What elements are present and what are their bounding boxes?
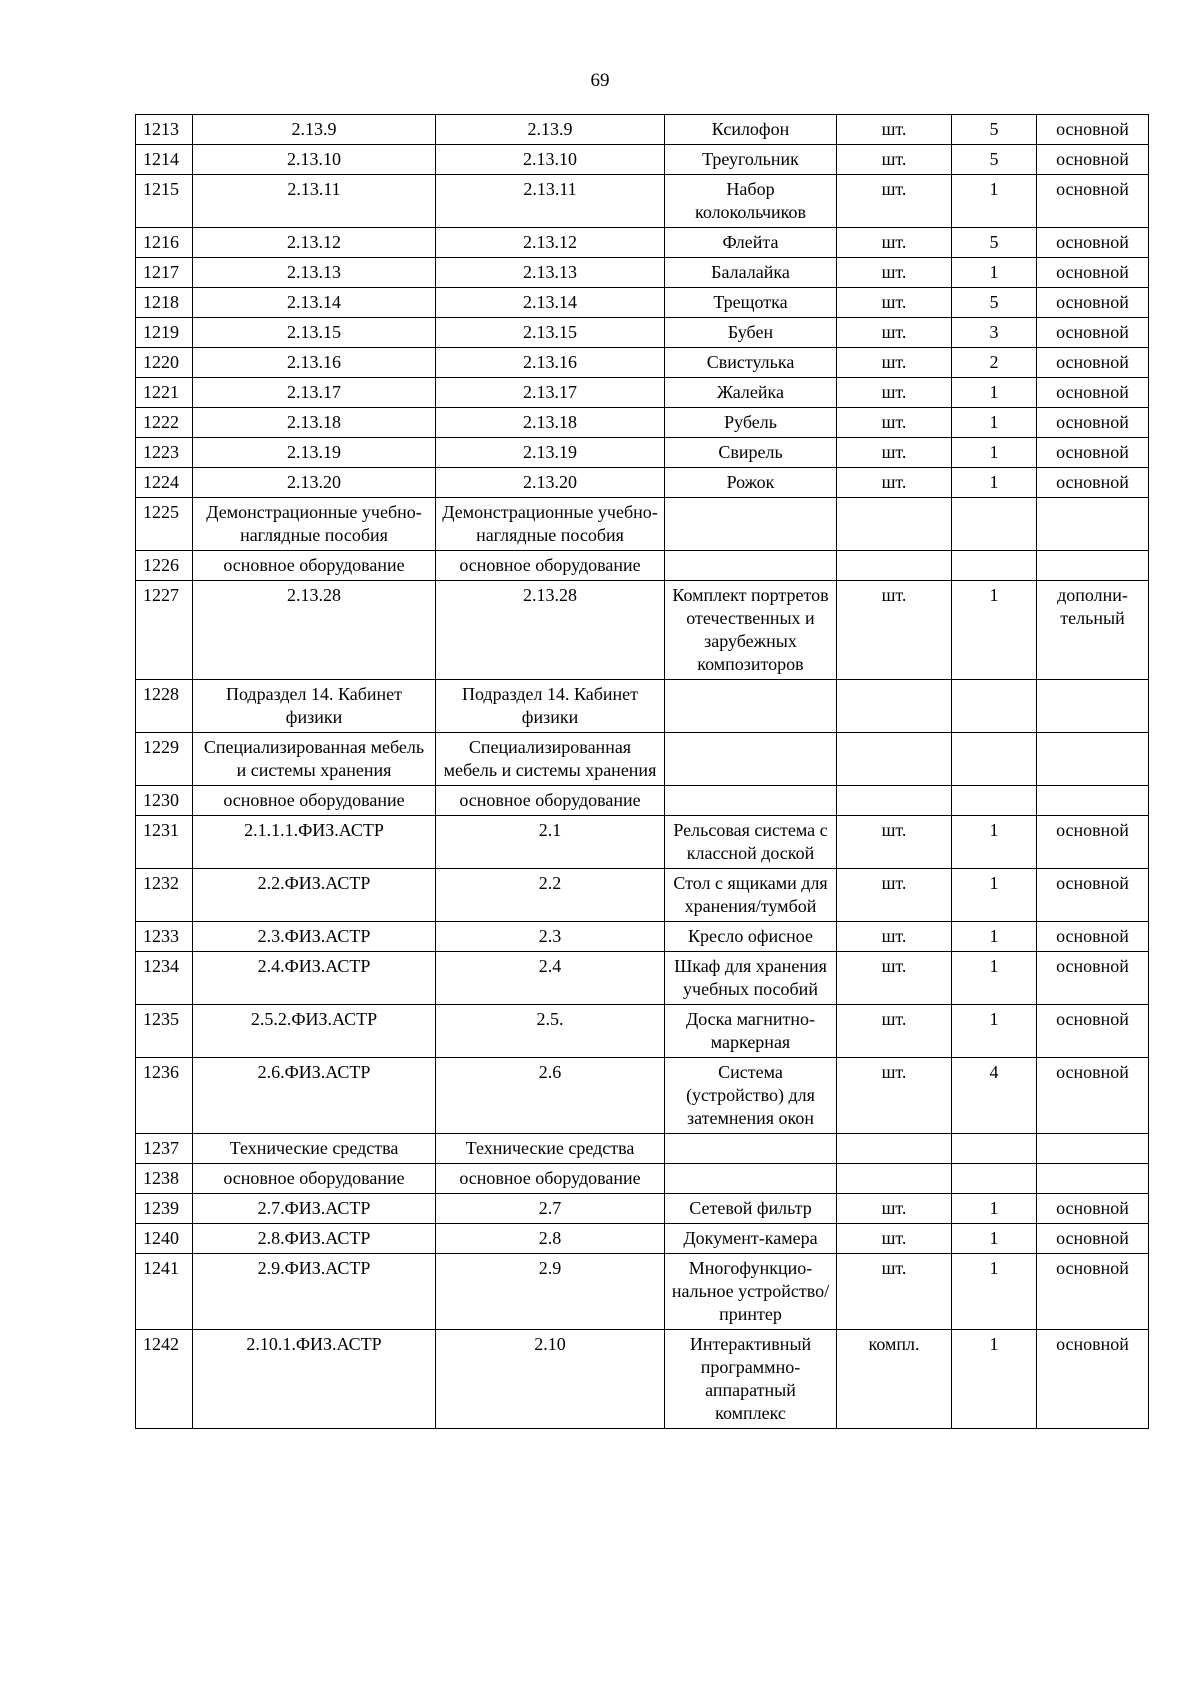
- ref-code-cell: 2.13.13: [436, 258, 665, 288]
- item-name-cell: Рельсовая система с классной доской: [665, 816, 837, 869]
- ref-code-cell: 2.13.14: [436, 288, 665, 318]
- unit-cell: шт.: [837, 175, 952, 228]
- row-number-cell: 1232: [136, 869, 193, 922]
- table-row: [136, 786, 1149, 816]
- item-name-cell: Балалайка: [665, 258, 837, 288]
- code-cell: 2.13.11: [193, 175, 436, 228]
- type-cell: [1037, 1134, 1149, 1164]
- table-row: [136, 498, 1149, 551]
- code-cell: Технические средства: [193, 1134, 436, 1164]
- code-cell: основное оборудование: [193, 786, 436, 816]
- ref-code-cell: 2.13.18: [436, 408, 665, 438]
- table-row: [136, 348, 1149, 378]
- row-number-cell: 1241: [136, 1254, 193, 1330]
- row-number-cell: 1219: [136, 318, 193, 348]
- quantity-cell: [952, 551, 1037, 581]
- type-cell: [1037, 733, 1149, 786]
- code-cell: 2.13.16: [193, 348, 436, 378]
- row-number-cell: 1242: [136, 1330, 193, 1429]
- unit-cell: [837, 498, 952, 551]
- ref-code-cell: основное оборудование: [436, 786, 665, 816]
- code-cell: Подраздел 14. Кабинет физики: [193, 680, 436, 733]
- code-cell: Демонстрационные учебно-наглядные пособия: [193, 498, 436, 551]
- table-row: [136, 258, 1149, 288]
- item-name-cell: Стол с ящиками для хранения/тумбой: [665, 869, 837, 922]
- item-name-cell: [665, 786, 837, 816]
- unit-cell: шт.: [837, 922, 952, 952]
- unit-cell: шт.: [837, 1224, 952, 1254]
- unit-cell: шт.: [837, 1254, 952, 1330]
- type-cell: основной: [1037, 1058, 1149, 1134]
- row-number-cell: 1234: [136, 952, 193, 1005]
- type-cell: основной: [1037, 1194, 1149, 1224]
- code-cell: 2.13.15: [193, 318, 436, 348]
- quantity-cell: 1: [952, 581, 1037, 680]
- table-row: [136, 438, 1149, 468]
- item-name-cell: Шкаф для хранения учебных пособий: [665, 952, 837, 1005]
- ref-code-cell: Подраздел 14. Кабинет физики: [436, 680, 665, 733]
- item-name-cell: [665, 1164, 837, 1194]
- quantity-cell: 5: [952, 288, 1037, 318]
- item-name-cell: [665, 1134, 837, 1164]
- quantity-cell: [952, 786, 1037, 816]
- type-cell: основной: [1037, 816, 1149, 869]
- table-row: [136, 1005, 1149, 1058]
- unit-cell: [837, 551, 952, 581]
- unit-cell: шт.: [837, 318, 952, 348]
- ref-code-cell: Специализированная мебель и системы хранения: [436, 733, 665, 786]
- unit-cell: шт.: [837, 288, 952, 318]
- ref-code-cell: 2.7: [436, 1194, 665, 1224]
- table-row: [136, 115, 1149, 145]
- ref-code-cell: Технические средства: [436, 1134, 665, 1164]
- row-number-cell: 1233: [136, 922, 193, 952]
- item-name-cell: Треугольник: [665, 145, 837, 175]
- quantity-cell: [952, 733, 1037, 786]
- table-row: [136, 733, 1149, 786]
- quantity-cell: 1: [952, 1254, 1037, 1330]
- equipment-table: [135, 114, 1149, 1429]
- row-number-cell: 1213: [136, 115, 193, 145]
- row-number-cell: 1223: [136, 438, 193, 468]
- type-cell: [1037, 498, 1149, 551]
- unit-cell: шт.: [837, 348, 952, 378]
- row-number-cell: 1226: [136, 551, 193, 581]
- unit-cell: шт.: [837, 1058, 952, 1134]
- ref-code-cell: 2.13.17: [436, 378, 665, 408]
- type-cell: основной: [1037, 348, 1149, 378]
- table-row: [136, 952, 1149, 1005]
- quantity-cell: 5: [952, 145, 1037, 175]
- item-name-cell: Трещотка: [665, 288, 837, 318]
- ref-code-cell: 2.3: [436, 922, 665, 952]
- code-cell: 2.13.20: [193, 468, 436, 498]
- type-cell: основной: [1037, 288, 1149, 318]
- type-cell: основной: [1037, 258, 1149, 288]
- type-cell: [1037, 551, 1149, 581]
- ref-code-cell: 2.13.12: [436, 228, 665, 258]
- type-cell: основной: [1037, 145, 1149, 175]
- quantity-cell: 1: [952, 922, 1037, 952]
- row-number-cell: 1214: [136, 145, 193, 175]
- quantity-cell: 1: [952, 438, 1037, 468]
- row-number-cell: 1215: [136, 175, 193, 228]
- code-cell: 2.7.ФИЗ.АСТР: [193, 1194, 436, 1224]
- quantity-cell: 1: [952, 1194, 1037, 1224]
- item-name-cell: Флейта: [665, 228, 837, 258]
- type-cell: основной: [1037, 1224, 1149, 1254]
- table-row: [136, 175, 1149, 228]
- quantity-cell: 1: [952, 1330, 1037, 1429]
- table-row: [136, 551, 1149, 581]
- table-row: [136, 1254, 1149, 1330]
- type-cell: основной: [1037, 952, 1149, 1005]
- table-row: [136, 1194, 1149, 1224]
- code-cell: 2.5.2.ФИЗ.АСТР: [193, 1005, 436, 1058]
- ref-code-cell: 2.8: [436, 1224, 665, 1254]
- row-number-cell: 1237: [136, 1134, 193, 1164]
- unit-cell: [837, 1134, 952, 1164]
- row-number-cell: 1220: [136, 348, 193, 378]
- quantity-cell: 1: [952, 378, 1037, 408]
- table-row: [136, 1330, 1149, 1429]
- ref-code-cell: 2.1: [436, 816, 665, 869]
- quantity-cell: 4: [952, 1058, 1037, 1134]
- ref-code-cell: 2.13.16: [436, 348, 665, 378]
- row-number-cell: 1230: [136, 786, 193, 816]
- code-cell: 2.10.1.ФИЗ.АСТР: [193, 1330, 436, 1429]
- row-number-cell: 1240: [136, 1224, 193, 1254]
- item-name-cell: Доска магнитно-маркерная: [665, 1005, 837, 1058]
- item-name-cell: [665, 733, 837, 786]
- quantity-cell: 1: [952, 1005, 1037, 1058]
- unit-cell: шт.: [837, 1194, 952, 1224]
- row-number-cell: 1216: [136, 228, 193, 258]
- unit-cell: шт.: [837, 952, 952, 1005]
- row-number-cell: 1239: [136, 1194, 193, 1224]
- code-cell: 2.4.ФИЗ.АСТР: [193, 952, 436, 1005]
- unit-cell: шт.: [837, 816, 952, 869]
- table-row: [136, 1134, 1149, 1164]
- item-name-cell: Свирель: [665, 438, 837, 468]
- type-cell: основной: [1037, 408, 1149, 438]
- unit-cell: шт.: [837, 1005, 952, 1058]
- table-row: [136, 1224, 1149, 1254]
- table-row: [136, 1164, 1149, 1194]
- row-number-cell: 1236: [136, 1058, 193, 1134]
- row-number-cell: 1225: [136, 498, 193, 551]
- row-number-cell: 1218: [136, 288, 193, 318]
- code-cell: Специализированная мебель и системы хранения: [193, 733, 436, 786]
- table-row: [136, 378, 1149, 408]
- quantity-cell: 5: [952, 115, 1037, 145]
- item-name-cell: Комплект портретов отечественных и зарубежных композиторов: [665, 581, 837, 680]
- table-row: [136, 318, 1149, 348]
- quantity-cell: 3: [952, 318, 1037, 348]
- ref-code-cell: 2.4: [436, 952, 665, 1005]
- quantity-cell: 2: [952, 348, 1037, 378]
- type-cell: основной: [1037, 228, 1149, 258]
- ref-code-cell: 2.9: [436, 1254, 665, 1330]
- ref-code-cell: 2.10: [436, 1330, 665, 1429]
- item-name-cell: Жалейка: [665, 378, 837, 408]
- unit-cell: шт.: [837, 228, 952, 258]
- code-cell: 2.6.ФИЗ.АСТР: [193, 1058, 436, 1134]
- code-cell: 2.1.1.1.ФИЗ.АСТР: [193, 816, 436, 869]
- quantity-cell: 1: [952, 952, 1037, 1005]
- item-name-cell: Рожок: [665, 468, 837, 498]
- unit-cell: [837, 786, 952, 816]
- ref-code-cell: 2.13.20: [436, 468, 665, 498]
- quantity-cell: 1: [952, 816, 1037, 869]
- table-row: [136, 581, 1149, 680]
- ref-code-cell: 2.13.19: [436, 438, 665, 468]
- code-cell: 2.13.28: [193, 581, 436, 680]
- ref-code-cell: основное оборудование: [436, 551, 665, 581]
- row-number-cell: 1228: [136, 680, 193, 733]
- table-row: [136, 145, 1149, 175]
- unit-cell: компл.: [837, 1330, 952, 1429]
- quantity-cell: [952, 1164, 1037, 1194]
- unit-cell: шт.: [837, 869, 952, 922]
- type-cell: основной: [1037, 922, 1149, 952]
- code-cell: 2.13.12: [193, 228, 436, 258]
- row-number-cell: 1222: [136, 408, 193, 438]
- item-name-cell: Документ-камера: [665, 1224, 837, 1254]
- code-cell: 2.2.ФИЗ.АСТР: [193, 869, 436, 922]
- item-name-cell: Многофункцио-нальное устройство/ принтер: [665, 1254, 837, 1330]
- row-number-cell: 1227: [136, 581, 193, 680]
- table-row: [136, 228, 1149, 258]
- unit-cell: шт.: [837, 438, 952, 468]
- unit-cell: [837, 733, 952, 786]
- code-cell: 2.9.ФИЗ.АСТР: [193, 1254, 436, 1330]
- unit-cell: шт.: [837, 258, 952, 288]
- row-number-cell: 1224: [136, 468, 193, 498]
- type-cell: основной: [1037, 318, 1149, 348]
- item-name-cell: Сетевой фильтр: [665, 1194, 837, 1224]
- ref-code-cell: 2.13.9: [436, 115, 665, 145]
- quantity-cell: [952, 680, 1037, 733]
- type-cell: дополни-тельный: [1037, 581, 1149, 680]
- unit-cell: [837, 1164, 952, 1194]
- type-cell: основной: [1037, 115, 1149, 145]
- ref-code-cell: 2.13.15: [436, 318, 665, 348]
- type-cell: основной: [1037, 1005, 1149, 1058]
- table-row: [136, 680, 1149, 733]
- code-cell: основное оборудование: [193, 551, 436, 581]
- type-cell: основной: [1037, 1254, 1149, 1330]
- item-name-cell: Рубель: [665, 408, 837, 438]
- item-name-cell: Набор колокольчиков: [665, 175, 837, 228]
- code-cell: 2.13.13: [193, 258, 436, 288]
- item-name-cell: Система (устройство) для затемнения окон: [665, 1058, 837, 1134]
- type-cell: основной: [1037, 468, 1149, 498]
- code-cell: 2.13.17: [193, 378, 436, 408]
- type-cell: основной: [1037, 438, 1149, 468]
- table-row: [136, 869, 1149, 922]
- code-cell: 2.13.14: [193, 288, 436, 318]
- unit-cell: шт.: [837, 408, 952, 438]
- ref-code-cell: 2.5.: [436, 1005, 665, 1058]
- code-cell: 2.13.9: [193, 115, 436, 145]
- page-number: 69: [590, 70, 610, 91]
- unit-cell: шт.: [837, 378, 952, 408]
- ref-code-cell: 2.6: [436, 1058, 665, 1134]
- code-cell: 2.8.ФИЗ.АСТР: [193, 1224, 436, 1254]
- row-number-cell: 1221: [136, 378, 193, 408]
- row-number-cell: 1229: [136, 733, 193, 786]
- quantity-cell: 1: [952, 1224, 1037, 1254]
- type-cell: [1037, 680, 1149, 733]
- table-row: [136, 468, 1149, 498]
- item-name-cell: Ксилофон: [665, 115, 837, 145]
- table-row: [136, 922, 1149, 952]
- ref-code-cell: 2.13.11: [436, 175, 665, 228]
- row-number-cell: 1231: [136, 816, 193, 869]
- type-cell: основной: [1037, 1330, 1149, 1429]
- item-name-cell: Кресло офисное: [665, 922, 837, 952]
- quantity-cell: 1: [952, 468, 1037, 498]
- table-row: [136, 408, 1149, 438]
- item-name-cell: Бубен: [665, 318, 837, 348]
- row-number-cell: 1238: [136, 1164, 193, 1194]
- unit-cell: шт.: [837, 468, 952, 498]
- ref-code-cell: основное оборудование: [436, 1164, 665, 1194]
- quantity-cell: 1: [952, 408, 1037, 438]
- ref-code-cell: Демонстрационные учебно-наглядные пособия: [436, 498, 665, 551]
- table-row: [136, 1058, 1149, 1134]
- item-name-cell: Интерактивный программно-аппаратный комплекс: [665, 1330, 837, 1429]
- table-row: [136, 816, 1149, 869]
- table-row: [136, 288, 1149, 318]
- quantity-cell: [952, 1134, 1037, 1164]
- ref-code-cell: 2.13.10: [436, 145, 665, 175]
- table-body: [136, 115, 1149, 1429]
- code-cell: 2.13.18: [193, 408, 436, 438]
- unit-cell: шт.: [837, 145, 952, 175]
- row-number-cell: 1235: [136, 1005, 193, 1058]
- type-cell: [1037, 786, 1149, 816]
- type-cell: основной: [1037, 869, 1149, 922]
- unit-cell: [837, 680, 952, 733]
- code-cell: основное оборудование: [193, 1164, 436, 1194]
- item-name-cell: [665, 551, 837, 581]
- ref-code-cell: 2.13.28: [436, 581, 665, 680]
- type-cell: основной: [1037, 175, 1149, 228]
- unit-cell: шт.: [837, 115, 952, 145]
- code-cell: 2.3.ФИЗ.АСТР: [193, 922, 436, 952]
- quantity-cell: 1: [952, 258, 1037, 288]
- item-name-cell: [665, 680, 837, 733]
- item-name-cell: [665, 498, 837, 551]
- unit-cell: шт.: [837, 581, 952, 680]
- type-cell: [1037, 1164, 1149, 1194]
- row-number-cell: 1217: [136, 258, 193, 288]
- quantity-cell: 5: [952, 228, 1037, 258]
- ref-code-cell: 2.2: [436, 869, 665, 922]
- item-name-cell: Свистулька: [665, 348, 837, 378]
- quantity-cell: [952, 498, 1037, 551]
- quantity-cell: 1: [952, 175, 1037, 228]
- code-cell: 2.13.10: [193, 145, 436, 175]
- type-cell: основной: [1037, 378, 1149, 408]
- quantity-cell: 1: [952, 869, 1037, 922]
- code-cell: 2.13.19: [193, 438, 436, 468]
